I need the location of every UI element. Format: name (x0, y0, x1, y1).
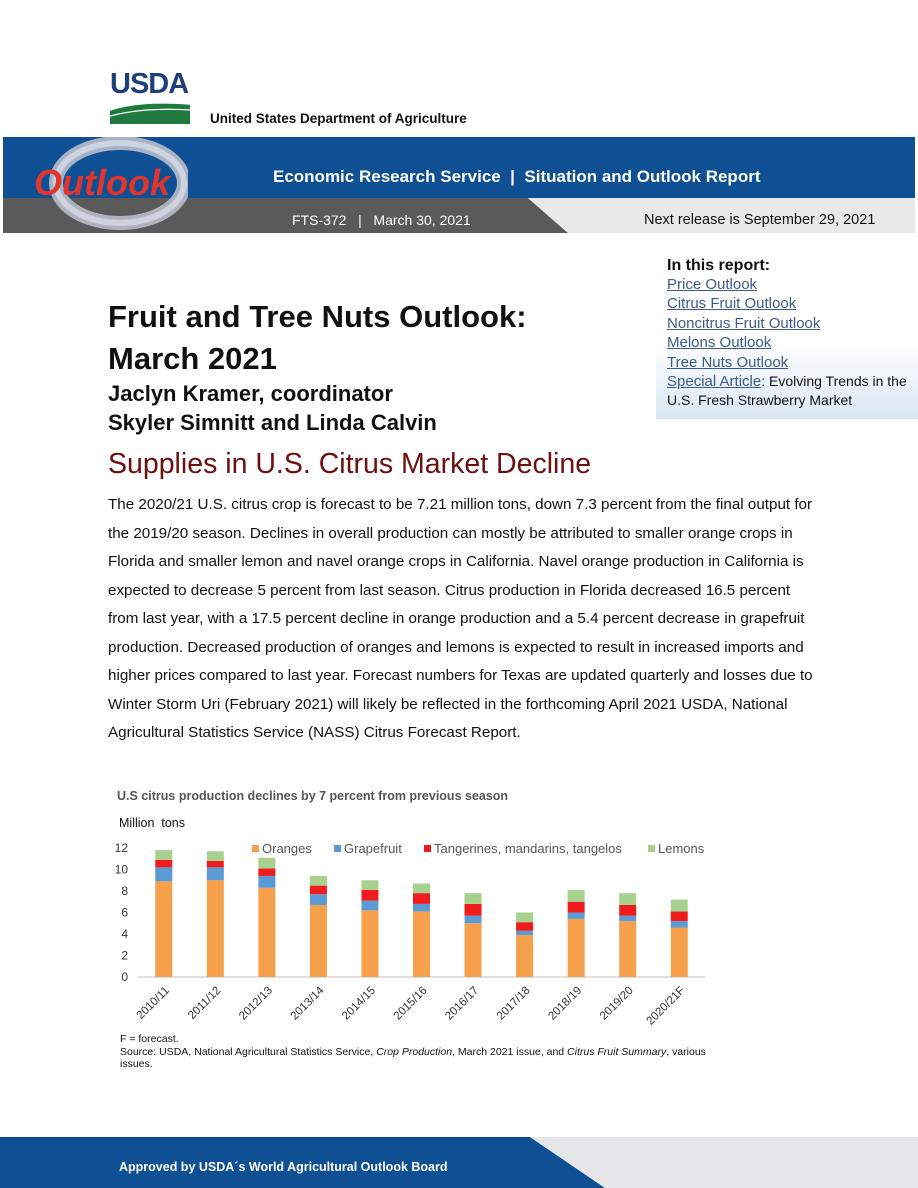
y-tick-label: 12 (114, 841, 128, 855)
x-tick-label: 2011/12 (186, 984, 224, 1022)
source-prefix: Source: USDA, National Agricultural Statistics Service, (120, 1045, 377, 1058)
link-price-outlook[interactable]: Price Outlook (667, 276, 758, 293)
x-tick-label: 2018/19 (546, 984, 585, 1023)
x-tick-label: 2015/16 (391, 984, 430, 1023)
bar-segment (155, 850, 172, 860)
x-tick-label: 2017/18 (494, 984, 533, 1023)
bar-segment (361, 880, 378, 890)
bar-segment (619, 921, 636, 977)
authors (108, 379, 437, 437)
page-title (108, 296, 628, 380)
legend-swatch (252, 845, 259, 852)
bar-segment (258, 876, 275, 888)
legend-label: Grapefruit (344, 841, 402, 856)
bar-segment (310, 905, 327, 977)
bar-segment (361, 910, 378, 977)
bar-segment (568, 913, 585, 919)
section-body: The 2020/21 U.S. citrus crop is forecast to be 7.21 million tons, down 7.3 percent from the final output for the 2019/20 season. Declines in overall production can mostly be attributed to smaller orange crops in Florida and smaller lemon and navel orange crops in California. Navel orange production in California is expected to decrease 5 percent from last season. Citrus production in Florida decreased 16.5 percent from last year, with a 17.5 percent decline in orange production and a 5.4 percent decrease in grapefruit production. Decreased production of oranges and lemons is expected to result in increased imports and higher prices compared to last year. Forecast numbers for Texas are updated quarterly and losses due to Winter Storm Uri (February 2021) will likely be reflected in the forthcoming April 2021 USDA, National Agricultural Statistics Service (NASS) Citrus Forecast Report. (108, 496, 813, 741)
bar-segment (465, 923, 482, 977)
source-middle: , March 2021 issue, and (452, 1045, 568, 1058)
legend-label: Oranges (262, 841, 312, 856)
bar-segment (671, 911, 688, 921)
bar-segment (465, 893, 482, 904)
bar-segment (258, 888, 275, 977)
department-name: United States Department of Agriculture (210, 111, 467, 126)
x-tick-label: 2020/21F (644, 984, 688, 1028)
title-line-1: Fruit and Tree Nuts Outlook: (108, 299, 527, 334)
bar-segment (207, 880, 224, 977)
bar-segment (310, 876, 327, 886)
bar-segment (516, 913, 533, 923)
bar-segment (207, 861, 224, 867)
bar-segment (207, 867, 224, 880)
bar-segment (465, 904, 482, 916)
y-tick-label: 6 (121, 905, 128, 920)
usda-logo-text: USDA (110, 68, 189, 100)
source-suffix: , various issues. (120, 1045, 706, 1070)
link-melons-outlook[interactable]: Melons Outlook (667, 334, 772, 352)
footer-approval: Approved by USDA´s World Agricultural Outlook Board (119, 1160, 448, 1174)
in-this-report-title: In this report: (667, 257, 771, 274)
banner-diagonal (528, 198, 568, 233)
bar-segment (671, 928, 688, 977)
bar-segment (671, 900, 688, 912)
x-tick-label: 2010/11 (134, 984, 172, 1022)
legend-swatch (424, 845, 431, 852)
bar-segment (568, 902, 585, 913)
link-tree-nuts-outlook[interactable]: Tree Nuts Outlook (667, 353, 789, 371)
bar-segment (207, 851, 224, 861)
bar-segment (310, 894, 327, 905)
bar-segment (516, 931, 533, 935)
x-tick-label: 2012/13 (237, 984, 275, 1023)
y-tick-label: 2 (121, 948, 128, 963)
x-tick-label: 2014/15 (340, 984, 379, 1023)
link-citrus-fruit-outlook[interactable]: Citrus Fruit Outlook (667, 295, 797, 313)
in-this-report-box (656, 250, 918, 419)
bar-segment (516, 935, 533, 977)
y-tick-label: 0 (121, 970, 128, 984)
link-special-article[interactable]: Special Article (667, 373, 762, 391)
bar-segment (413, 883, 430, 893)
bar-segment (516, 922, 533, 931)
outlook-logo-icon (28, 137, 188, 233)
forecast-note: F = forecast. (120, 1033, 179, 1045)
banner-title: Economic Research Service | Situation and Outlook Report (273, 167, 761, 186)
link-noncitrus-fruit-outlook[interactable]: Noncitrus Fruit Outlook (667, 314, 821, 332)
y-tick-label: 8 (121, 884, 128, 898)
bar-segment (413, 904, 430, 912)
bar-segment (568, 919, 585, 977)
title-line-2: March 2021 (108, 341, 277, 376)
author-coordinator: Jaclyn Kramer, coordinator (108, 381, 393, 406)
bar-segment (413, 911, 430, 977)
bar-segment (361, 901, 378, 911)
bar-segment (619, 893, 636, 905)
source-note (120, 1046, 720, 1071)
bar-segment (155, 867, 172, 881)
bar-segment (465, 916, 482, 924)
x-tick-label: 2013/14 (288, 984, 327, 1023)
chart-y-label: Million tons (119, 816, 185, 830)
section-heading: Supplies in U.S. Citrus Market Decline (108, 448, 592, 480)
x-tick-label: 2016/17 (443, 984, 482, 1023)
source-publication-1: Crop Production (376, 1045, 453, 1058)
x-tick-label: 2019/20 (597, 984, 636, 1023)
bar-segment (619, 905, 636, 916)
y-tick-label: 4 (121, 927, 128, 941)
bar-segment (258, 858, 275, 869)
special-article-text: : Evolving Trends in the U.S. Fresh Strawberry Market (667, 373, 907, 409)
bar-segment (568, 890, 585, 902)
bar-segment (155, 860, 172, 868)
bar-segment (619, 916, 636, 921)
bar-segment (413, 893, 430, 904)
chart-title: U.S citrus production declines by 7 percent from previous season (117, 789, 509, 803)
bar-segment (155, 881, 172, 977)
bar-segment (310, 886, 327, 895)
legend-label: Lemons (658, 841, 705, 856)
usda-hill-icon (110, 100, 190, 124)
outlook-logo-text: Outlook (34, 162, 170, 203)
special-article (667, 372, 918, 409)
chart-notes (120, 1033, 720, 1071)
bar-segment (361, 890, 378, 901)
usda-logo (110, 70, 190, 125)
next-release: Next release is September 29, 2021 (644, 212, 876, 228)
bar-segment (258, 868, 275, 876)
source-publication-2: Citrus Fruit Summary (567, 1045, 667, 1058)
legend-swatch (334, 845, 341, 852)
bar-segment (671, 921, 688, 927)
y-tick-label: 10 (114, 862, 128, 877)
legend-label: Tangerines, mandarins, tangelos (434, 841, 622, 856)
report-id: FTS-372 | March 30, 2021 (292, 212, 471, 228)
citrus-production-chart (100, 835, 720, 1035)
author-others: Skyler Simnitt and Linda Calvin (108, 410, 437, 435)
legend-swatch (648, 845, 655, 852)
